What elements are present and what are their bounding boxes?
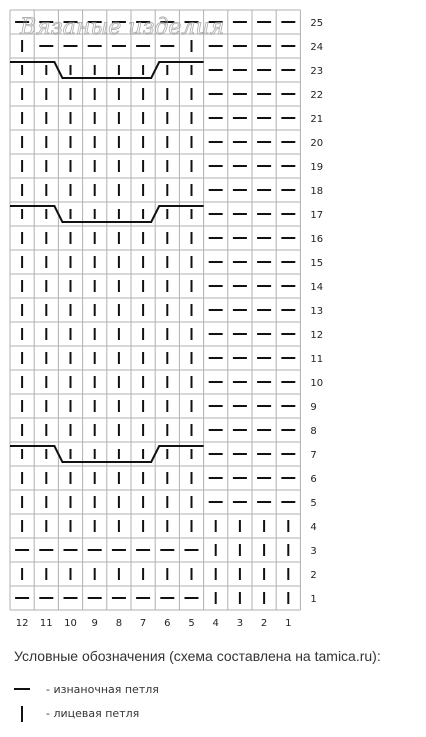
legend-item-purl [12, 680, 159, 698]
column-number: 9 [91, 618, 98, 629]
column-number: 12 [15, 618, 29, 629]
column-number: 5 [188, 618, 195, 629]
row-number: 8 [310, 426, 317, 437]
column-number: 11 [39, 618, 53, 629]
column-number: 7 [139, 618, 147, 629]
row-number: 11 [310, 354, 324, 365]
row-number: 4 [310, 522, 317, 533]
row-number: 24 [310, 42, 324, 53]
row-number: 7 [310, 450, 317, 461]
row-numbers [310, 18, 323, 605]
row-number: 14 [310, 282, 324, 293]
row-number: 18 [310, 186, 324, 197]
row-number: 19 [310, 162, 324, 173]
row-number: 1 [310, 594, 317, 605]
row-number: 6 [310, 474, 317, 485]
row-number: 3 [310, 546, 317, 557]
legend-title: Условные обозначения (схема составлена на tamica.ru): [14, 648, 381, 664]
legend-item-knit [12, 704, 139, 722]
knit-symbol-icon [12, 704, 34, 722]
watermark-logo [18, 4, 238, 44]
row-number: 2 [310, 570, 317, 581]
purl-symbol-icon [12, 680, 34, 698]
watermark-text: Вязаные изделия [20, 15, 225, 40]
row-number: 10 [310, 378, 324, 389]
row-number: 16 [310, 234, 324, 245]
legend-label-purl: - изнаночная петля [46, 682, 159, 696]
row-number: 23 [310, 66, 324, 77]
column-number: 4 [212, 618, 219, 629]
legend-label-knit: - лицевая петля [46, 706, 140, 720]
column-number: 1 [285, 618, 292, 629]
column-number: 3 [236, 618, 244, 629]
row-number: 15 [310, 258, 324, 269]
row-number: 20 [310, 138, 324, 149]
column-number: 2 [260, 618, 268, 629]
column-numbers [16, 618, 292, 629]
chart-grid [10, 10, 300, 610]
row-number: 9 [310, 402, 317, 413]
column-number: 6 [164, 618, 171, 629]
row-number: 21 [310, 114, 324, 125]
row-number: 13 [310, 306, 324, 317]
row-number: 17 [310, 210, 324, 221]
column-number: 10 [64, 618, 77, 629]
column-number: 8 [115, 618, 123, 629]
row-number: 5 [310, 498, 317, 509]
row-number: 22 [310, 90, 324, 101]
row-number: 12 [310, 330, 324, 341]
row-number: 25 [310, 18, 324, 29]
